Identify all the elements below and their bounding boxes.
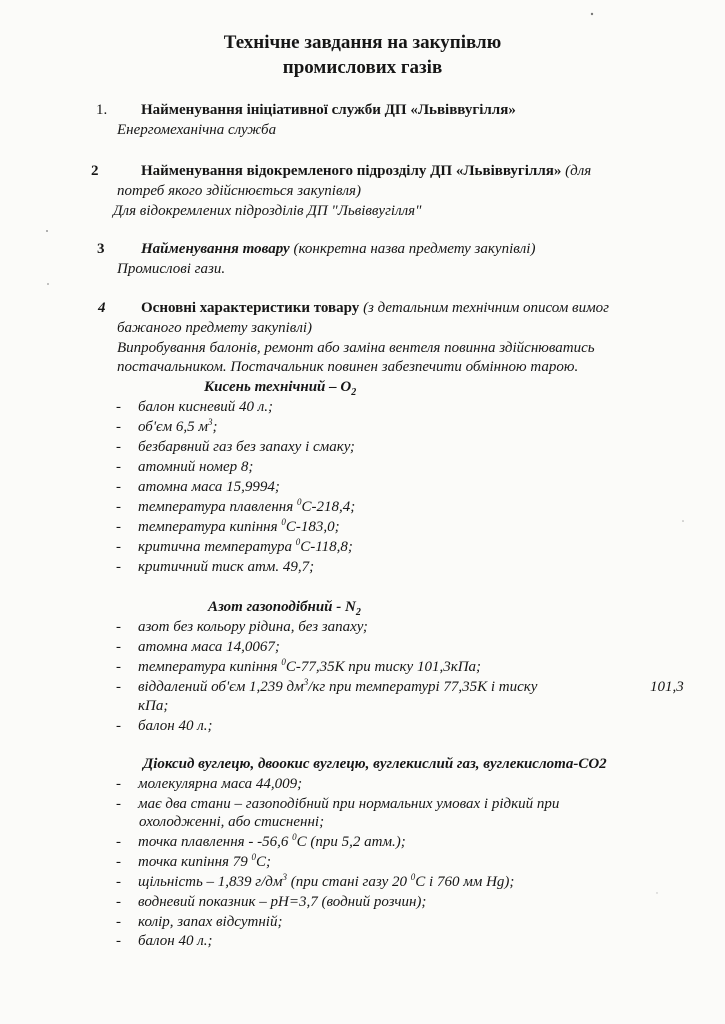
oxygen-item-8: критична температура $^0$С-118,8; bbox=[138, 537, 353, 555]
list-dash: - bbox=[116, 559, 121, 575]
co2-heading: Діоксид вуглецю, двоокис вуглецю, вуглекислий газ, вуглекислота-CO2 bbox=[143, 756, 607, 772]
section-4-number: 4 bbox=[98, 300, 106, 316]
list-dash: - bbox=[116, 718, 121, 734]
co2-item-7: колір, запах відсутній; bbox=[138, 914, 283, 930]
nitrogen-item-5: балон 40 л.; bbox=[138, 718, 213, 734]
section-1-number: 1. bbox=[96, 102, 108, 118]
section-4-text-1: Випробування балонів, ремонт або заміна вентеля повинна здійснюватись bbox=[117, 340, 595, 356]
document-title-line-1: Технічне завдання на закупівлю bbox=[223, 32, 502, 53]
list-dash: - bbox=[116, 619, 121, 635]
section-2-heading-line bbox=[141, 162, 591, 181]
section-2-text: Для відокремлених підрозділів ДП "Львіввугілля" bbox=[113, 203, 422, 219]
oxygen-item-5: атомна маса 15,9994; bbox=[138, 479, 280, 495]
section-3-heading: Найменування товару bbox=[141, 241, 290, 257]
nitrogen-item-4: віддалений об'єм 1,239 $дм^3/кг$ при температурі 77,35К і тиску bbox=[138, 677, 538, 695]
oxygen-item-7: температура кипіння $^0$С-183,0; bbox=[138, 517, 340, 535]
oxygen-item-4: атомний номер 8; bbox=[138, 459, 254, 475]
section-2-note-2: потреб якого здійснюється закупівля) bbox=[117, 183, 361, 199]
co2-item-3: точка плавлення - -56,6 $^0$С (при 5,2 атм.); bbox=[138, 832, 406, 850]
document-title-line-2: промислових газів bbox=[282, 57, 443, 78]
list-dash: - bbox=[116, 419, 121, 435]
co2-item-4: точка кипіння 79 $^0$С; bbox=[138, 852, 272, 870]
section-1-heading: Найменування ініціативної служби ДП «Львіввугілля» bbox=[141, 102, 516, 118]
section-4-note-1: (з детальним технічним описом вимог bbox=[359, 300, 609, 316]
nitrogen-item-3: температура кипіння $^0$С-77,35К при тиску 101,3кПа; bbox=[138, 657, 482, 675]
co2-item-6: водневий показник – pH=3,7 (водний розчин); bbox=[138, 894, 427, 910]
section-4-heading: Основні характеристики товару bbox=[141, 300, 360, 316]
list-dash: - bbox=[116, 874, 121, 890]
list-dash: - bbox=[116, 539, 121, 555]
list-dash: - bbox=[116, 679, 121, 695]
section-4-heading-line bbox=[141, 299, 609, 318]
nitrogen-item-4-continuation: кПа; bbox=[138, 698, 169, 714]
list-dash: - bbox=[116, 659, 121, 675]
section-2-heading: Найменування відокремленого підрозділу ДП «Львіввугілля» bbox=[141, 163, 562, 179]
section-2-note-1: (для bbox=[565, 163, 592, 179]
section-3-number: 3 bbox=[97, 241, 105, 257]
nitrogen-item-4-pressure: 101,3 bbox=[650, 679, 684, 695]
section-1-text: Енергомеханічна служба bbox=[117, 122, 277, 138]
nitrogen-heading: Азот газоподібний - $N_2$ bbox=[208, 599, 361, 618]
co2-item-5: щільність – 1,839 $г/дм^3$ (при стані газу 20 $^0$С і 760 мм Hg); bbox=[138, 872, 515, 890]
list-dash: - bbox=[116, 894, 121, 910]
section-4-note-2: бажаного предмету закупівлі) bbox=[117, 320, 313, 336]
co2-item-2-continuation: охолодженні, або стисненні; bbox=[139, 814, 325, 830]
list-dash: - bbox=[116, 439, 121, 455]
co2-item-1: молекулярна маса 44,009; bbox=[138, 776, 303, 792]
list-dash: - bbox=[116, 933, 121, 949]
section-3-heading-line bbox=[141, 240, 535, 259]
co2-item-2: має два стани – газоподібний при нормальних умовах і рідкий при bbox=[138, 796, 560, 812]
list-dash: - bbox=[116, 459, 121, 475]
oxygen-item-3: безбарвний газ без запаху і смаку; bbox=[138, 439, 355, 455]
oxygen-item-6: температура плавлення $^0$С-218,4; bbox=[138, 497, 356, 515]
oxygen-item-1: балон кисневий 40 л.; bbox=[138, 399, 274, 415]
list-dash: - bbox=[116, 499, 121, 515]
section-4-text-2: постачальником. Постачальник повинен забезпечити обмінною тарою. bbox=[117, 359, 579, 375]
nitrogen-item-2: атомна маса 14,0067; bbox=[138, 639, 280, 655]
oxygen-item-2: об'єм 6,5 $м^3$; bbox=[138, 417, 218, 435]
list-dash: - bbox=[116, 519, 121, 535]
section-2-number: 2 bbox=[91, 163, 99, 179]
list-dash: - bbox=[116, 914, 121, 930]
oxygen-item-9: критичний тиск атм. 49,7; bbox=[138, 559, 315, 575]
list-dash: - bbox=[116, 776, 121, 792]
list-dash: - bbox=[116, 639, 121, 655]
list-dash: - bbox=[116, 479, 121, 495]
section-3-note: (конкретна назва предмету закупівлі) bbox=[289, 241, 536, 257]
section-3-text: Промислові гази. bbox=[117, 261, 226, 277]
list-dash: - bbox=[116, 834, 121, 850]
list-dash: - bbox=[116, 854, 121, 870]
list-dash: - bbox=[116, 796, 121, 812]
nitrogen-item-1: азот без кольору рідина, без запаху; bbox=[138, 619, 368, 635]
co2-item-8: балон 40 л.; bbox=[138, 933, 213, 949]
oxygen-heading: Кисень технічний – $O_2$ bbox=[204, 379, 357, 398]
list-dash: - bbox=[116, 399, 121, 415]
